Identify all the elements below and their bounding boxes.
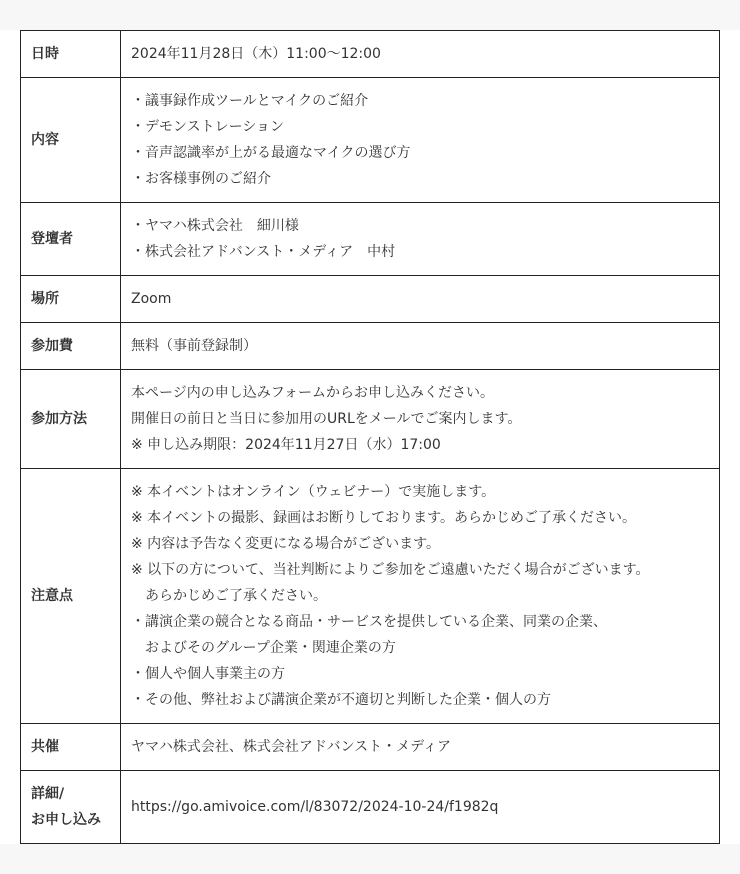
list-item: 開催日の前日と当日に参加用のURLをメールでご案内します。 [131, 411, 522, 427]
table-row-cohost [21, 724, 720, 771]
list-item: ・お客様事例のご紹介 [131, 171, 271, 187]
row-label-datetime: 日時 [21, 31, 121, 78]
row-label-notes: 注意点 [21, 469, 121, 724]
table-row-fee [21, 323, 720, 370]
row-value-datetime [121, 31, 720, 78]
row-value-how-to-join [121, 370, 720, 469]
row-value-details [121, 771, 720, 844]
row-value-location [121, 276, 720, 323]
table-row-content [21, 78, 720, 203]
row-label-location: 場所 [21, 276, 121, 323]
row-label-fee: 参加費 [21, 323, 121, 370]
list-item: ・個人や個人事業主の方 [131, 666, 285, 682]
list-item: およびそのグループ企業・関連企業の方 [145, 640, 396, 656]
bottom-strip [0, 844, 740, 874]
list-item: ※ 本イベントの撮影、録画はお断りしております。あらかじめご了承ください。 [131, 510, 637, 526]
row-value-notes [121, 469, 720, 724]
page [0, 30, 740, 844]
list-item: 本ページ内の申し込みフォームからお申し込みください。 [131, 385, 495, 401]
list-item: ※ 申し込み期限：2024年11月27日（水）17:00 [131, 437, 441, 453]
row-label-how-to-join: 参加方法 [21, 370, 121, 469]
list-item: ・講演企業の競合となる商品・サービスを提供している企業、同業の企業、 [131, 614, 607, 630]
row-value-fee [121, 323, 720, 370]
details-url: https://go.amivoice.com/l/83072/2024-10-24/f1982q [131, 799, 499, 815]
table-row-how-to-join [21, 370, 720, 469]
table-row-location [21, 276, 720, 323]
list-item: ※ 内容は予告なく変更になる場合がございます。 [131, 536, 441, 552]
row-label-details-line: お申し込み [31, 812, 101, 828]
datetime-text: 2024年11月28日（木）11:00〜12:00 [131, 46, 381, 62]
list-item: あらかじめご了承ください。 [145, 588, 327, 604]
row-label-details-line: 詳細/ [31, 786, 65, 802]
table-row-speakers [21, 203, 720, 276]
table-row-notes [21, 469, 720, 724]
row-label-speakers: 登壇者 [21, 203, 121, 276]
row-label-details [21, 771, 121, 844]
cohost-text: ヤマハ株式会社、株式会社アドバンスト・メディア [131, 739, 452, 755]
table-row-details [21, 771, 720, 844]
table-row-datetime [21, 31, 720, 78]
row-value-speakers [121, 203, 720, 276]
row-label-content: 内容 [21, 78, 121, 203]
list-item: ・株式会社アドバンスト・メディア 中村 [131, 244, 396, 260]
list-item: ・デモンストレーション [131, 119, 285, 135]
list-item: ・音声認識率が上がる最適なマイクの選び方 [131, 145, 411, 161]
event-info-table [20, 30, 720, 844]
list-item: ※ 本イベントはオンライン（ウェビナー）で実施します。 [131, 484, 496, 500]
location-text: Zoom [131, 291, 172, 307]
list-item: ※ 以下の方について、当社判断によりご参加をご遠慮いただく場合がございます。 [131, 562, 650, 578]
list-item: ・議事録作成ツールとマイクのご紹介 [131, 93, 369, 109]
list-item: ・その他、弊社および講演企業が不適切と判断した企業・個人の方 [131, 692, 551, 708]
row-value-content [121, 78, 720, 203]
row-label-cohost: 共催 [21, 724, 121, 771]
list-item: ・ヤマハ株式会社 細川様 [131, 218, 299, 234]
row-value-cohost [121, 724, 720, 771]
fee-text: 無料（事前登録制） [131, 338, 257, 354]
